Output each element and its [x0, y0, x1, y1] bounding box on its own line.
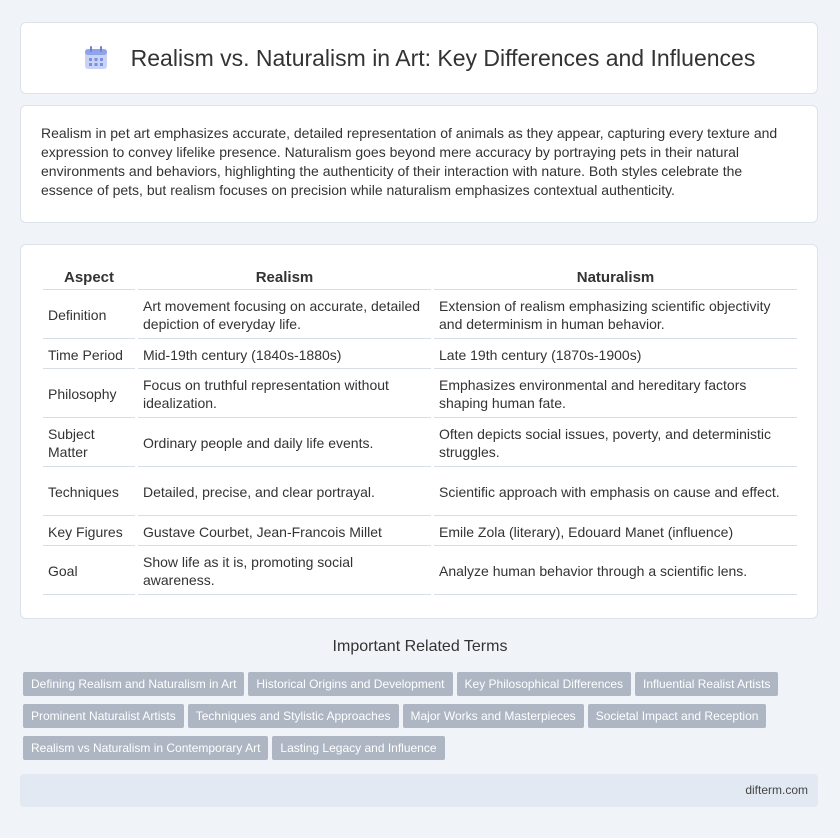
aspect-cell: Time Period [43, 341, 135, 369]
table-row [43, 341, 797, 369]
table-row [43, 371, 797, 418]
related-term-tag[interactable]: Influential Realist Artists [635, 672, 778, 696]
page-header [20, 22, 818, 94]
realism-cell: Detailed, precise, and clear portrayal. [138, 469, 431, 516]
naturalism-cell: Emile Zola (literary), Edouard Manet (influence) [434, 518, 797, 546]
table-header-row [43, 265, 797, 290]
naturalism-cell: Extension of realism emphasizing scientific objectivity and determinism in human behavior. [434, 292, 797, 339]
realism-cell: Mid-19th century (1840s-1880s) [138, 341, 431, 369]
aspect-cell: Techniques [43, 469, 135, 516]
naturalism-cell: Analyze human behavior through a scientific lens. [434, 548, 797, 595]
table-row [43, 548, 797, 595]
related-term-tag[interactable]: Historical Origins and Development [248, 672, 452, 696]
column-header-realism: Realism [138, 265, 431, 290]
footer-site-link[interactable]: difterm.com [745, 783, 808, 797]
comparison-card [20, 244, 818, 619]
related-term-tag[interactable]: Major Works and Masterpieces [403, 704, 584, 728]
aspect-cell: Philosophy [43, 371, 135, 418]
aspect-cell: Key Figures [43, 518, 135, 546]
related-term-tag[interactable]: Prominent Naturalist Artists [23, 704, 184, 728]
table-row [43, 420, 797, 467]
realism-cell: Art movement focusing on accurate, detailed depiction of everyday life. [138, 292, 431, 339]
calendar-icon [83, 45, 109, 71]
realism-cell: Gustave Courbet, Jean-Francois Millet [138, 518, 431, 546]
realism-cell: Ordinary people and daily life events. [138, 420, 431, 467]
naturalism-cell: Emphasizes environmental and hereditary factors shaping human fate. [434, 371, 797, 418]
aspect-cell: Subject Matter [43, 420, 135, 467]
naturalism-cell: Late 19th century (1870s-1900s) [434, 341, 797, 369]
related-term-tag[interactable]: Techniques and Stylistic Approaches [188, 704, 399, 728]
intro-text: Realism in pet art emphasizes accurate, detailed representation of animals as they appear, capturing every texture and expression to convey lifelike presence. Naturalism goes beyond mere accuracy by portraying pets in their natural environments and behaviors, highlighting the authenticity of their interaction with nature. Both styles celebrate the essence of pets, but realism focuses on precision while naturalism emphasizes contextual authenticity. [41, 125, 778, 198]
realism-cell: Focus on truthful representation without idealization. [138, 371, 431, 418]
related-term-tag[interactable]: Realism vs Naturalism in Contemporary Art [23, 736, 268, 760]
aspect-cell: Definition [43, 292, 135, 339]
footer [20, 774, 818, 807]
column-header-naturalism: Naturalism [434, 265, 797, 290]
aspect-cell: Goal [43, 548, 135, 595]
table-row [43, 518, 797, 546]
related-term-tag[interactable]: Lasting Legacy and Influence [272, 736, 444, 760]
comparison-table [40, 263, 800, 597]
related-term-tag[interactable]: Defining Realism and Naturalism in Art [23, 672, 244, 696]
table-row [43, 469, 797, 516]
page-title: Realism vs. Naturalism in Art: Key Differences and Influences [130, 44, 756, 71]
intro-card [20, 105, 818, 223]
related-term-tag[interactable]: Key Philosophical Differences [457, 672, 632, 696]
naturalism-cell: Often depicts social issues, poverty, and deterministic struggles. [434, 420, 797, 467]
realism-cell: Show life as it is, promoting social awareness. [138, 548, 431, 595]
related-term-tag[interactable]: Societal Impact and Reception [588, 704, 767, 728]
related-terms-title: Important Related Terms [332, 638, 508, 655]
related-terms-list [23, 672, 803, 768]
column-header-aspect: Aspect [43, 265, 135, 290]
naturalism-cell: Scientific approach with emphasis on cause and effect. [434, 469, 797, 516]
table-row [43, 292, 797, 339]
